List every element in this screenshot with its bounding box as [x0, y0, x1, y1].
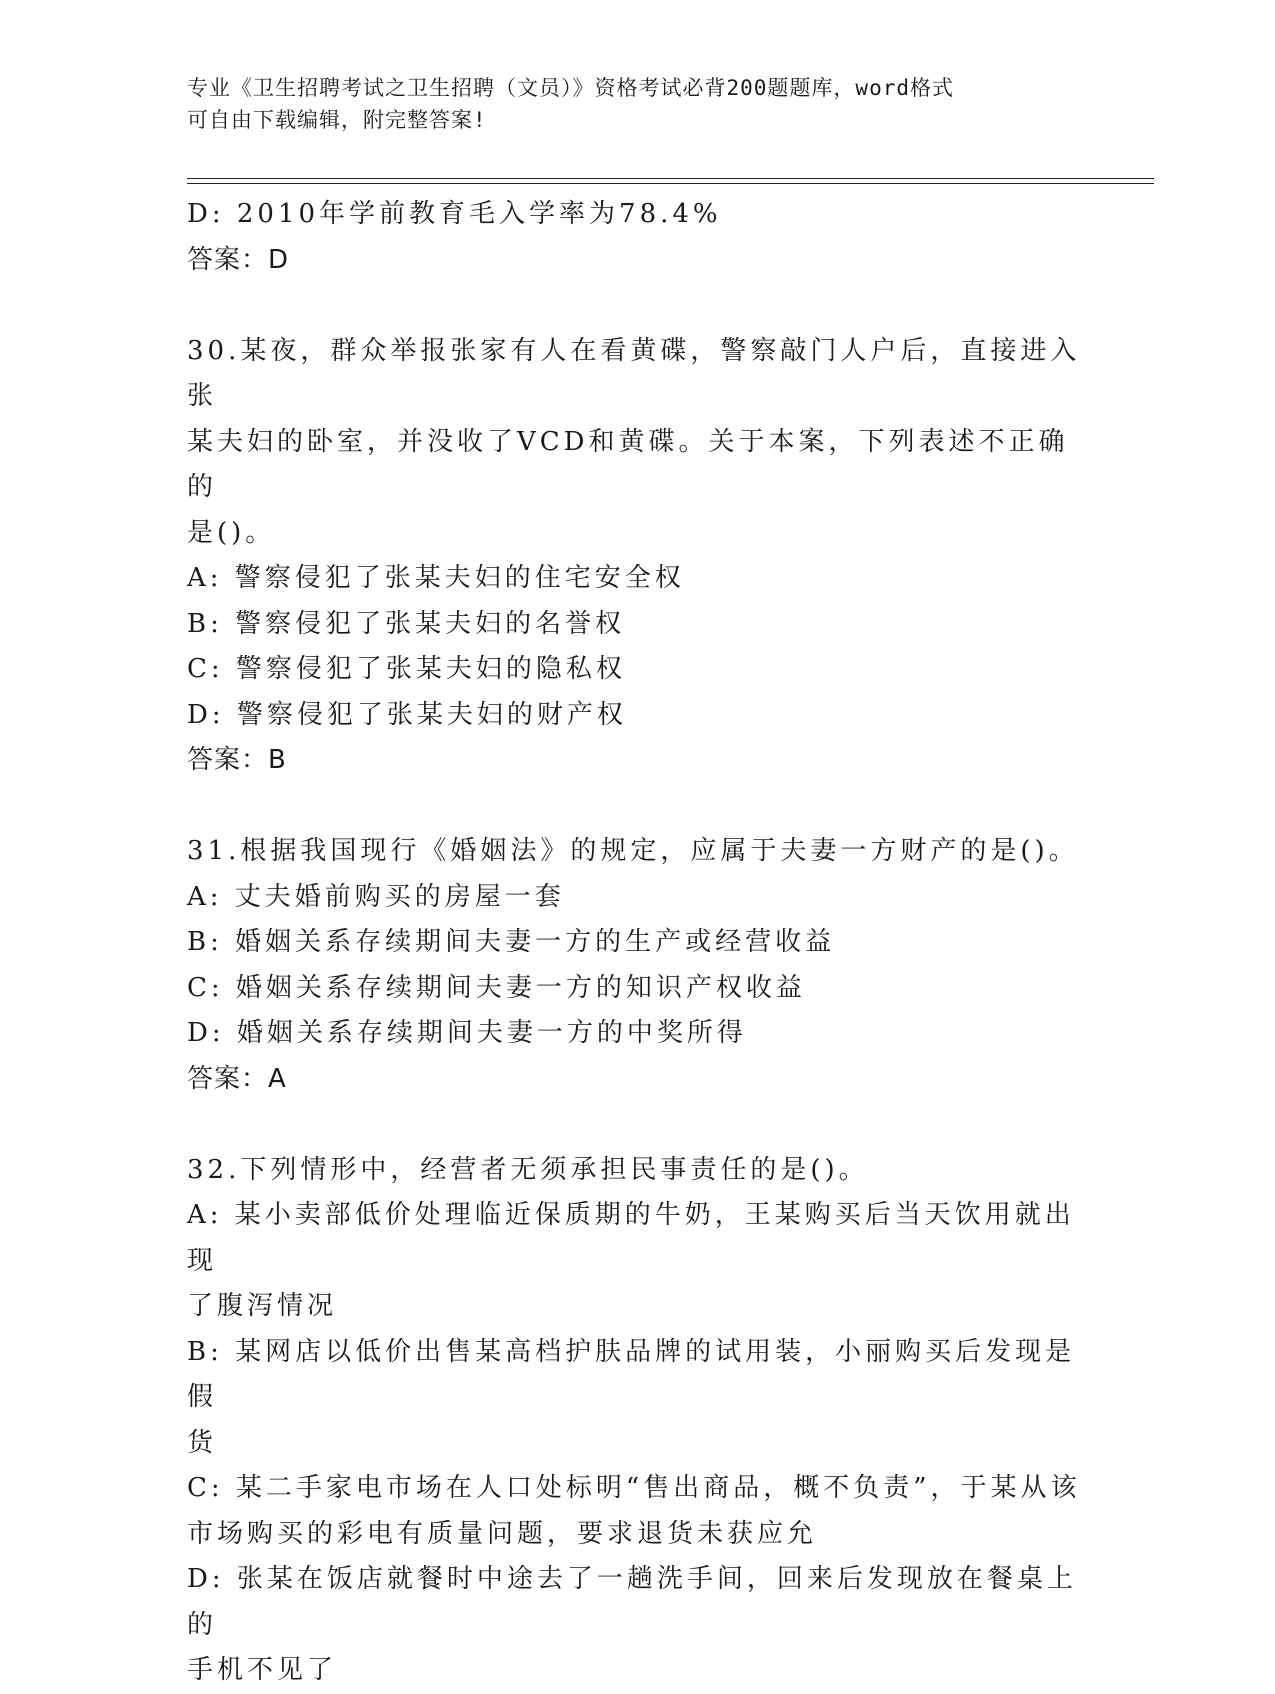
- q30-stem-line: 某夫妇的卧室，并没收了VCD和黄碟。关于本案，下列表述不正确的: [187, 426, 1069, 502]
- q31-option-b: B: 婚姻关系存续期间夫妻一方的生产或经营收益: [187, 927, 836, 957]
- question-31: [187, 829, 1087, 1102]
- document-header: [187, 72, 1087, 136]
- q32-option-line: A: 某小卖部低价处理临近保质期的牛奶，王某购买后当天饮用就出现: [187, 1200, 1075, 1276]
- spacer: [187, 784, 1087, 830]
- q32-stem-line: 32.下列情形中，经营者无须承担民事责任的是()。: [187, 1154, 869, 1185]
- q31-option-a: A: 丈夫婚前购买的房屋一套: [187, 881, 565, 912]
- q32-option-line: C: 某二手家电市场在人口处标明“售出商品，概不负责”，于某从该: [187, 1473, 1081, 1503]
- header-line-1: 专业《卫生招聘考试之卫生招聘（文员）》资格考试必背200题题库，word格式: [187, 76, 954, 100]
- q32-option-line: D: 张某在饭店就餐时中途去了一趟洗手间，回来后发现放在餐桌上的: [187, 1564, 1077, 1640]
- q30-stem-line: 30.某夜，群众举报张家有人在看黄碟，警察敲门人户后，直接进入张: [187, 335, 1081, 411]
- document-body: [187, 192, 1087, 1694]
- spacer: [187, 1102, 1087, 1148]
- q30-option-c: C: 警察侵犯了张某夫妇的隐私权: [187, 654, 626, 684]
- q31-stem-line: 31.根据我国现行《婚姻法》的规定，应属于夫妻一方财产的是()。: [187, 836, 1079, 866]
- question-32: [187, 1148, 1087, 1694]
- q32-option-line: 了腹泻情况: [187, 1291, 338, 1321]
- q31-option-d: D: 婚姻关系存续期间夫妻一方的中奖所得: [187, 1018, 747, 1048]
- q31-answer: 答案：A: [187, 1063, 287, 1094]
- prev-answer: 答案：D: [187, 244, 290, 275]
- q30-option-a: A: 警察侵犯了张某夫妇的住宅安全权: [187, 563, 685, 593]
- q32-option-line: B: 某网店以低价出售某高档护肤品牌的试用装，小丽购买后发现是假: [187, 1336, 1076, 1412]
- q30-option-d: D: 警察侵犯了张某夫妇的财产权: [187, 699, 627, 730]
- header-line-2: 可自由下载编辑，附完整答案!: [187, 108, 487, 132]
- header-divider-top: [187, 178, 1154, 179]
- q32-option-line: 市场购买的彩电有质量问题，要求退货未获应允: [187, 1518, 818, 1549]
- q30-option-b: B: 警察侵犯了张某夫妇的名誉权: [187, 608, 626, 639]
- q32-option-line: 货: [187, 1427, 218, 1458]
- q30-stem-line: 是()。: [187, 517, 276, 548]
- q32-option-line: 手机不见了: [187, 1655, 338, 1685]
- q31-option-c: C: 婚姻关系存续期间夫妻一方的知识产权收益: [187, 972, 806, 1003]
- prev-option-d: D: 2010年学前教育毛入学率为78.4%: [187, 199, 722, 229]
- question-30: [187, 329, 1087, 784]
- header-divider-bottom: [187, 183, 1154, 184]
- spacer: [187, 283, 1087, 329]
- q30-answer: 答案：B: [187, 745, 287, 775]
